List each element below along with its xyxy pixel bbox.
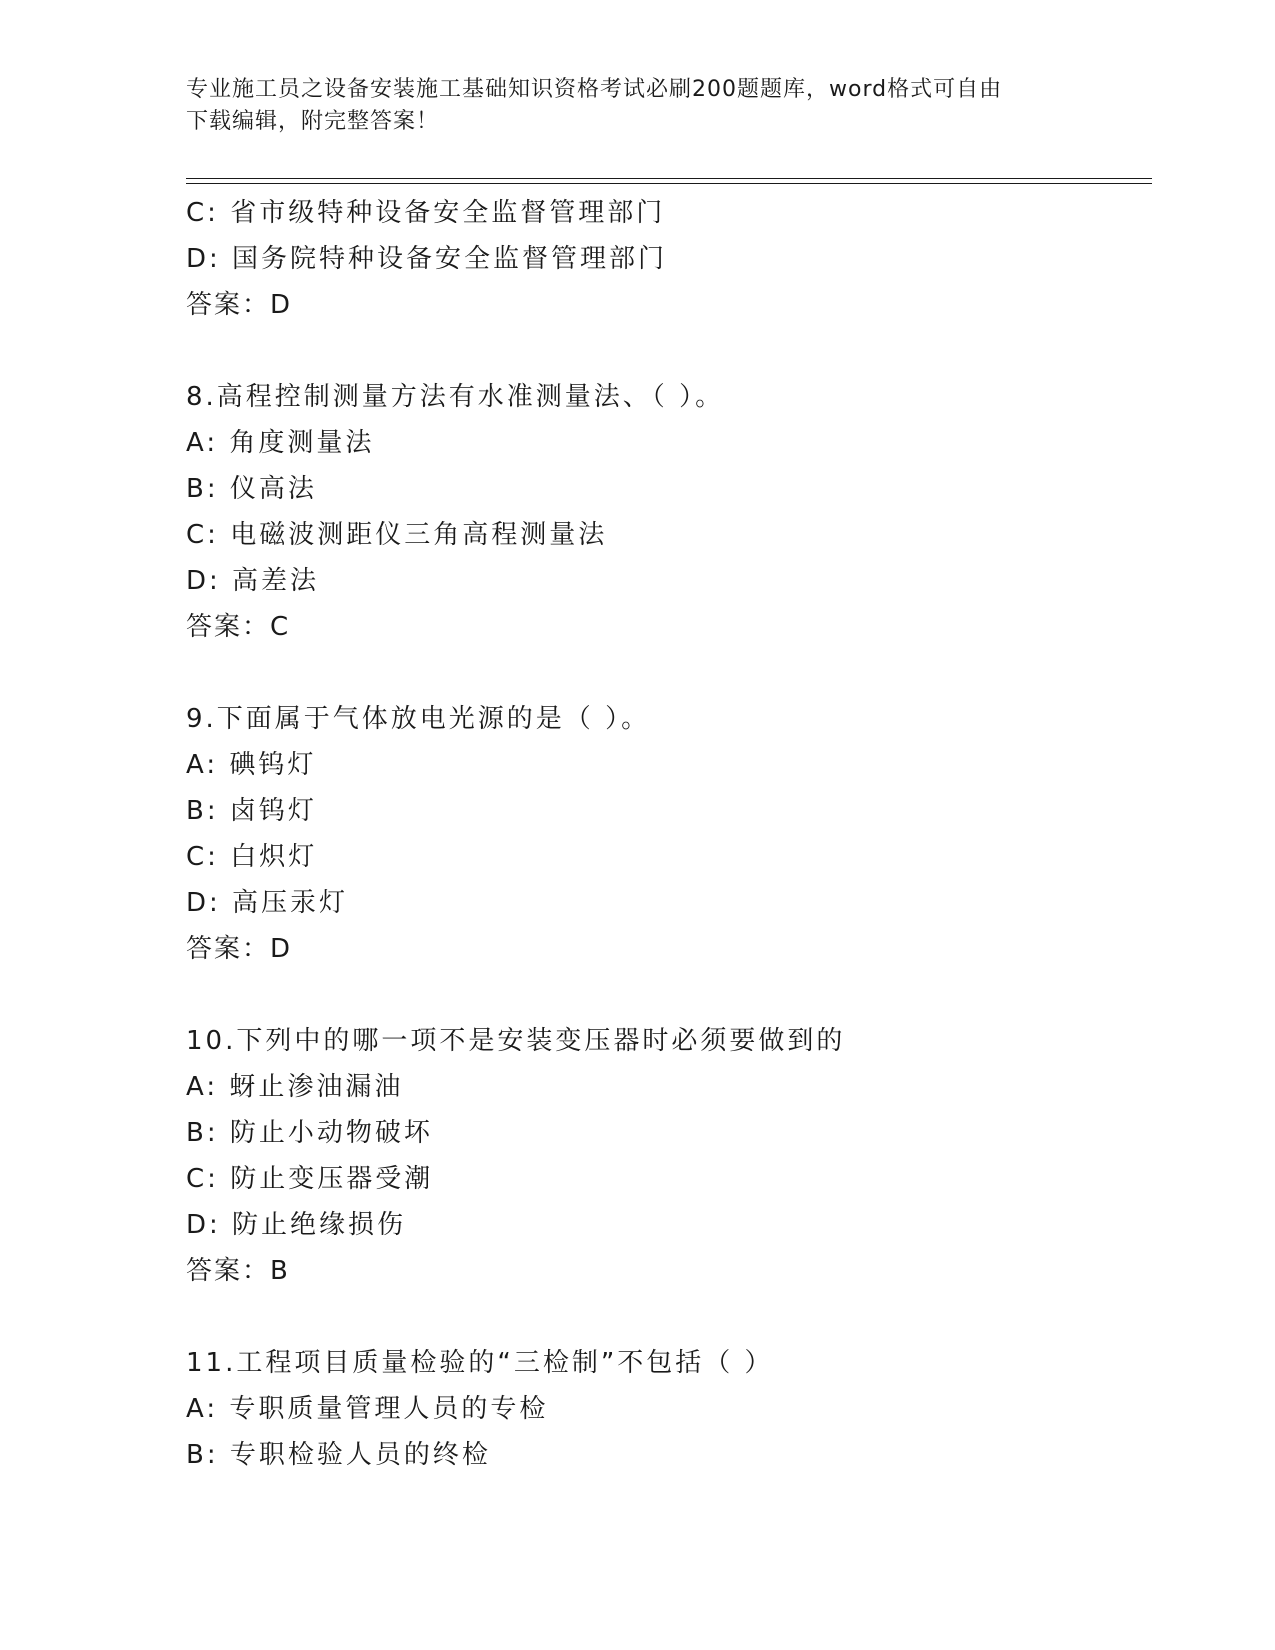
answer-line: 答案：C [186,612,291,642]
header-line-2: 下载编辑，附完整答案！ [186,109,440,134]
header-line-1: 专业施工员之设备安装施工基础知识资格考试必刷200题题库，word格式可自由 [186,77,1003,102]
option-b: B: 专职检验人员的终检 [186,1440,491,1470]
question-stem: 9.下面属于气体放电光源的是（ ）。 [186,704,651,734]
question-list [186,190,1152,1478]
option-c: C: 电磁波测距仪三角高程测量法 [186,520,608,550]
option-a: A: 专职质量管理人员的专检 [186,1394,549,1424]
option-a: A: 碘钨灯 [186,750,317,780]
spacer [186,650,1152,696]
option-b: B: 卤钨灯 [186,796,317,826]
option-a: A: 角度测量法 [186,428,375,458]
option-d: D: 高差法 [186,566,320,596]
option-d: D: 防止绝缘损伤 [186,1210,407,1240]
answer-line: 答案：B [186,1256,290,1286]
spacer [186,972,1152,1018]
option-d: D: 国务院特种设备安全监督管理部门 [186,244,668,274]
answer-line: 答案：D [186,934,293,964]
header-divider-top [186,178,1152,179]
question-stem: 10.下列中的哪一项不是安装变压器时必须要做到的 [186,1026,846,1056]
header-divider-bottom [186,183,1152,184]
option-b: B: 防止小动物破坏 [186,1118,433,1148]
question-stem: 8.高程控制测量方法有水准测量法、（ ）。 [186,382,725,412]
question-8 [186,374,1152,650]
option-c: C: 省市级特种设备安全监督管理部门 [186,198,666,228]
option-b: B: 仪高法 [186,474,317,504]
option-a: A: 蚜止渗油漏油 [186,1072,404,1102]
question-9 [186,696,1152,972]
option-d: D: 高压汞灯 [186,888,349,918]
option-c: C: 白炽灯 [186,842,318,872]
option-c: C: 防止变压器受潮 [186,1164,434,1194]
question-11 [186,1340,1152,1478]
spacer [186,328,1152,374]
question-7-continuation [186,190,1152,328]
question-stem: 11.工程项目质量检验的“三检制”不包括（ ） [186,1348,774,1378]
document-header [186,74,1066,138]
question-10 [186,1018,1152,1294]
spacer [186,1294,1152,1340]
answer-line: 答案：D [186,290,293,320]
